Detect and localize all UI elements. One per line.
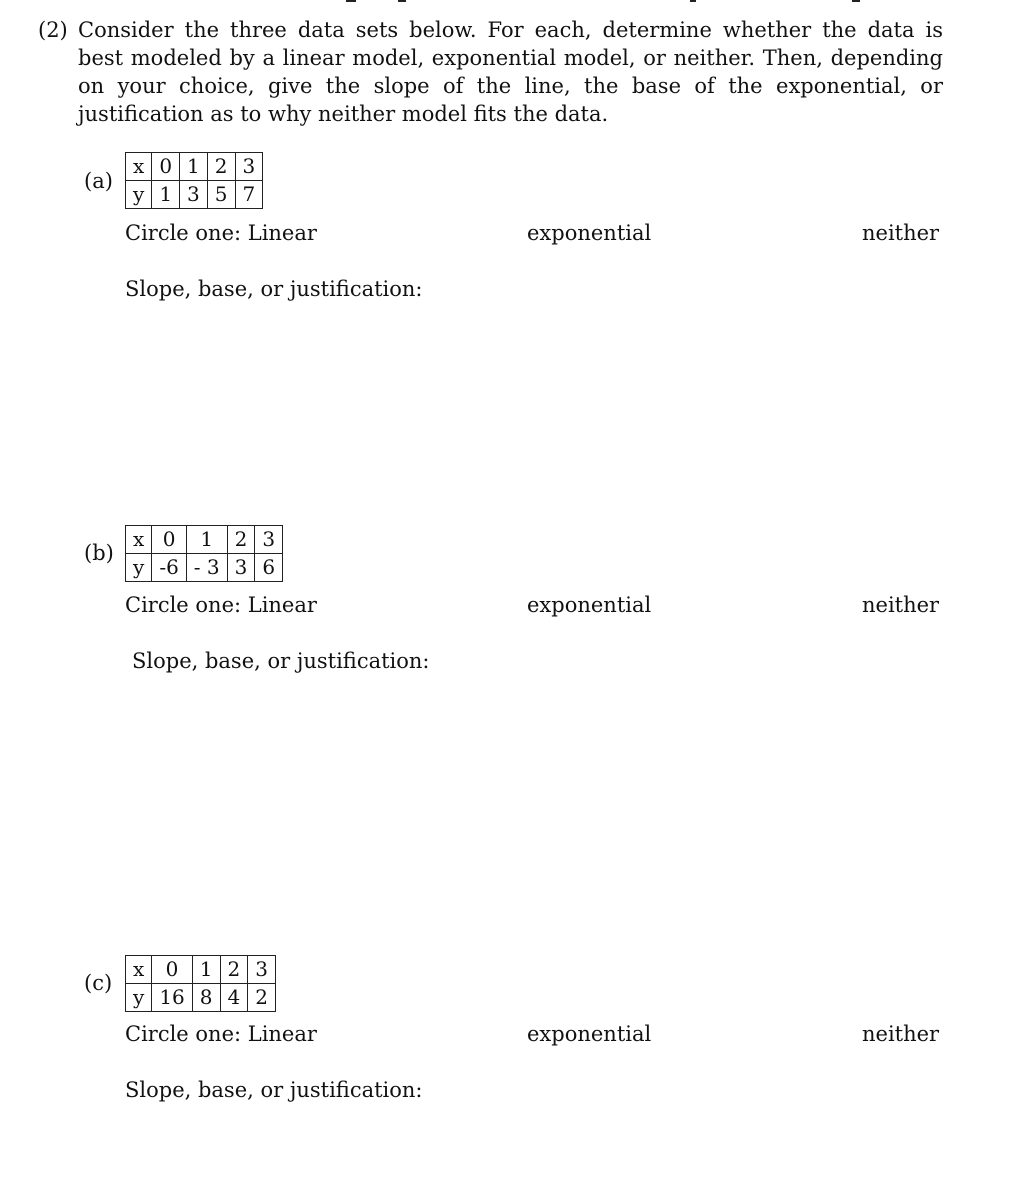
table-cell: 3 [235, 153, 263, 181]
part-c-data-table [125, 955, 276, 1012]
table-cell: 7 [235, 181, 263, 209]
table-cell: 3 [180, 181, 208, 209]
problem-statement [38, 16, 943, 128]
table-row [126, 554, 283, 582]
table-row [126, 526, 283, 554]
table-cell: x [126, 956, 152, 984]
table-cell: 2 [248, 984, 276, 1012]
table-cell: - 3 [186, 554, 227, 582]
table-cell: y [126, 554, 152, 582]
problem-number: (2) [38, 18, 68, 42]
part-b-data-table [125, 525, 283, 582]
part-c-circle-prompt: Circle one: Linear [125, 1022, 317, 1046]
part-a-slope-prompt: Slope, base, or justification: [125, 277, 423, 301]
table-cell: 1 [180, 153, 208, 181]
part-b-slope-prompt: Slope, base, or justification: [132, 649, 430, 673]
table-cell: x [126, 153, 152, 181]
table-cell: 0 [152, 526, 186, 554]
table-row [126, 153, 263, 181]
part-a-data-table [125, 152, 263, 209]
table-cell: 0 [152, 153, 180, 181]
table-row [126, 956, 276, 984]
table-cell: 1 [186, 526, 227, 554]
problem-text: Consider the three data sets below. For each, determine whether the data is best modeled by a linear model, exponential model, or neither. Then, depending on your choice, give the slope of the line, the base of the exponential, or justification as to why neither model fits the data. [78, 18, 943, 126]
table-row [126, 181, 263, 209]
part-c-label: (c) [84, 971, 113, 995]
table-cell: 16 [152, 984, 192, 1012]
table-cell: 5 [207, 181, 235, 209]
page-top-edge-marks [0, 0, 1034, 4]
part-a-option-exponential[interactable]: exponential [527, 221, 652, 245]
table-cell: 3 [255, 526, 283, 554]
table-cell: 1 [152, 181, 180, 209]
part-b-option-exponential[interactable]: exponential [527, 593, 652, 617]
table-cell: 6 [255, 554, 283, 582]
part-a-circle-prompt: Circle one: Linear [125, 221, 317, 245]
table-cell: y [126, 181, 152, 209]
table-cell: 8 [192, 984, 220, 1012]
table-cell: x [126, 526, 152, 554]
part-b-circle-prompt: Circle one: Linear [125, 593, 317, 617]
table-cell: 2 [220, 956, 248, 984]
table-cell: 4 [220, 984, 248, 1012]
part-c-option-neither[interactable]: neither [862, 1022, 940, 1046]
table-cell: 2 [227, 526, 255, 554]
part-c-slope-prompt: Slope, base, or justification: [125, 1078, 423, 1102]
table-cell: 1 [192, 956, 220, 984]
table-cell: -6 [152, 554, 186, 582]
table-cell: y [126, 984, 152, 1012]
table-cell: 3 [248, 956, 276, 984]
table-cell: 0 [152, 956, 192, 984]
table-row [126, 984, 276, 1012]
part-b-label: (b) [84, 541, 114, 565]
table-cell: 3 [227, 554, 255, 582]
table-cell: 2 [207, 153, 235, 181]
part-c-option-exponential[interactable]: exponential [527, 1022, 652, 1046]
part-b-option-neither[interactable]: neither [862, 593, 940, 617]
part-a-option-neither[interactable]: neither [862, 221, 940, 245]
part-a-label: (a) [84, 169, 113, 193]
